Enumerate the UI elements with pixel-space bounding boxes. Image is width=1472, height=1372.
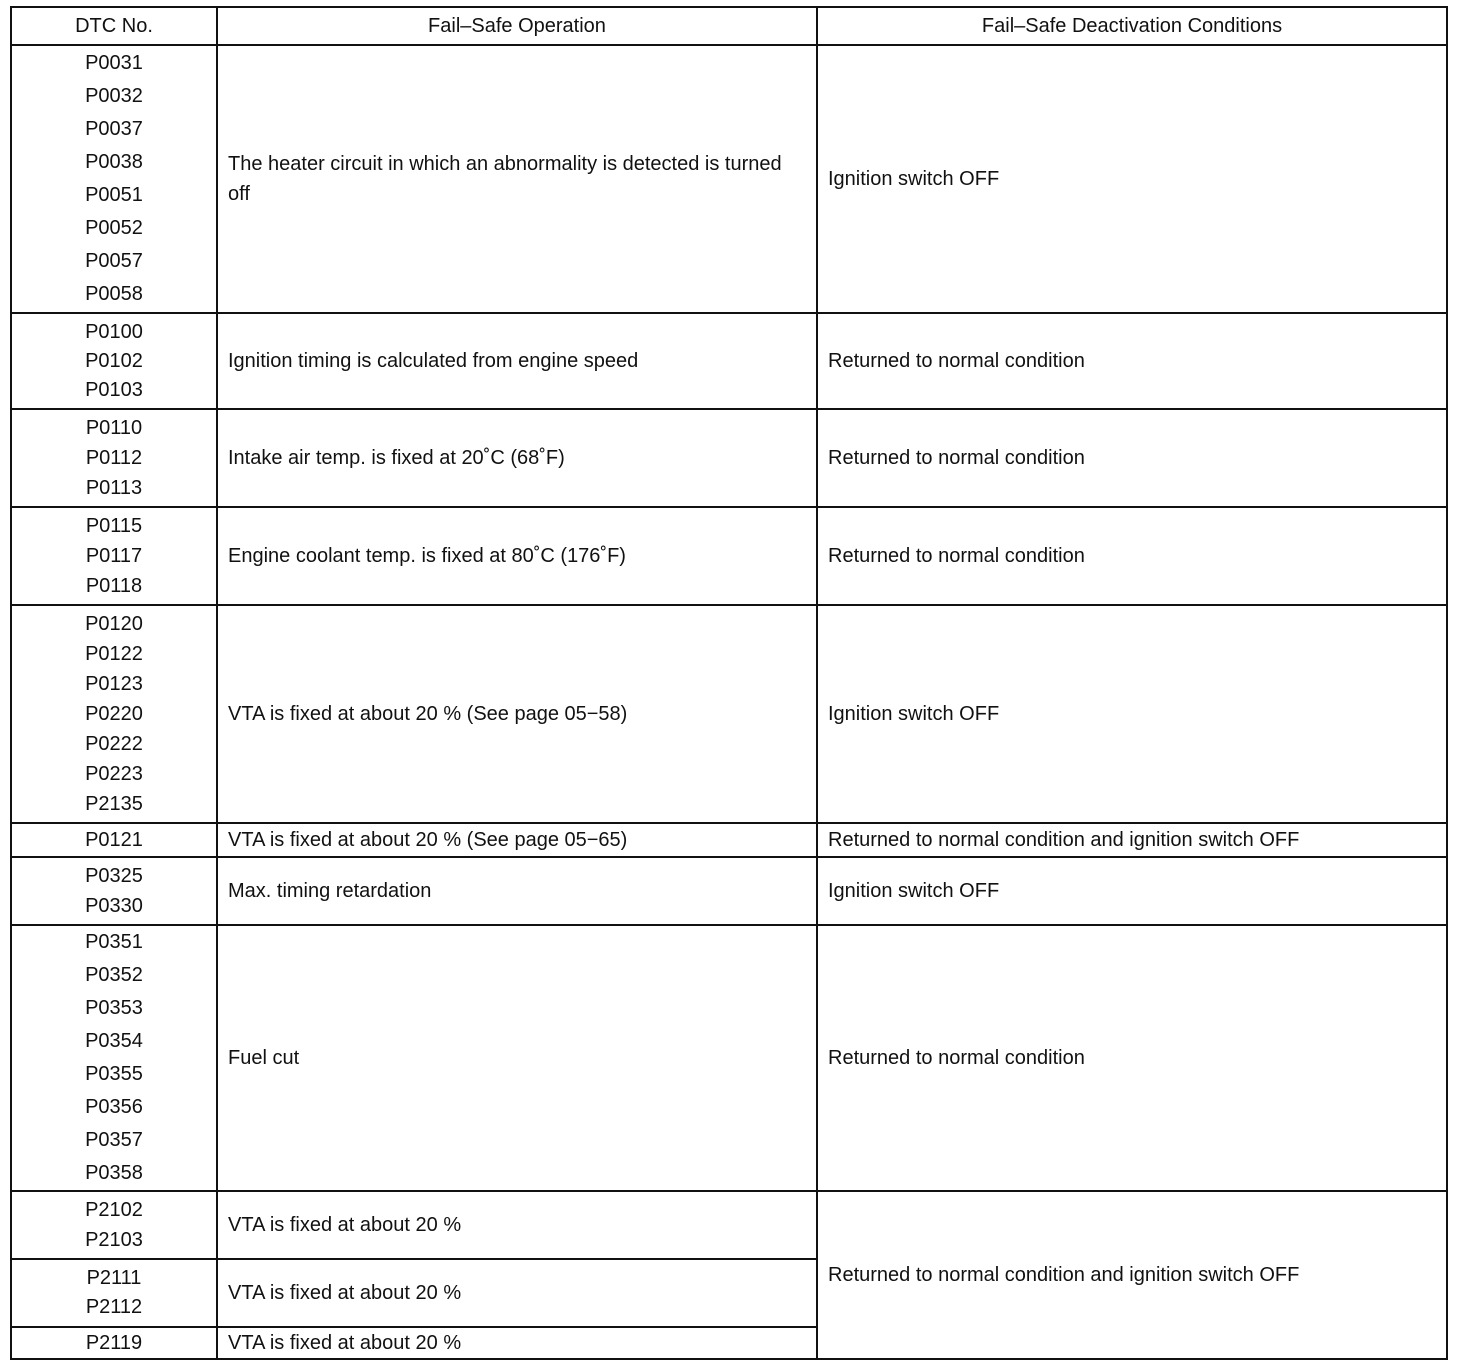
dtc-cell [11,823,217,857]
dtc-code: P0122 [85,643,143,665]
dtc-code: P0052 [85,217,143,239]
operation-cell: Intake air temp. is fixed at 20˚C (68˚F) [217,409,817,507]
failsafe-table [10,6,1448,1360]
dtc-code: P0037 [85,118,143,140]
dtc-code: P0357 [85,1129,143,1151]
table-row [11,313,1447,409]
header-dtc-no: DTC No. [11,7,217,45]
header-row [11,7,1447,45]
operation-cell: VTA is fixed at about 20 % (See page 05−65) [217,823,817,857]
operation-cell: VTA is fixed at about 20 % [217,1327,817,1359]
condition-cell: Returned to normal condition and ignition switch OFF [817,1191,1447,1359]
dtc-code: P0118 [85,575,143,597]
dtc-code: P0102 [85,349,143,372]
dtc-code: P0220 [85,703,143,725]
condition-cell: Returned to normal condition [817,409,1447,507]
dtc-cell [11,313,217,409]
operation-cell: The heater circuit in which an abnormality is detected is turned off [217,45,817,313]
dtc-code: P0355 [85,1063,143,1085]
dtc-code: P0110 [85,417,143,439]
dtc-code: P0120 [85,613,143,635]
table-row [11,925,1447,1191]
table-row [11,45,1447,313]
dtc-code: P0354 [85,1030,143,1052]
dtc-cell [11,409,217,507]
dtc-code: P0330 [85,895,143,917]
operation-cell: VTA is fixed at about 20 % [217,1259,817,1327]
condition-cell: Ignition switch OFF [817,857,1447,925]
dtc-code: P0031 [85,52,143,74]
dtc-cell [11,857,217,925]
table-row [11,507,1447,605]
operation-cell: Max. timing retardation [217,857,817,925]
dtc-cell [11,605,217,823]
dtc-cell [11,1191,217,1259]
dtc-code: P2135 [85,793,143,815]
dtc-code: P2102 [85,1199,143,1221]
dtc-cell [11,925,217,1191]
operation-cell: VTA is fixed at about 20 % (See page 05−58) [217,605,817,823]
dtc-code: P0032 [85,85,143,107]
condition-cell: Returned to normal condition and ignition switch OFF [817,823,1447,857]
operation-cell: Engine coolant temp. is fixed at 80˚C (176˚F) [217,507,817,605]
dtc-code: P0356 [85,1096,143,1118]
dtc-code: P0352 [85,964,143,986]
dtc-code: P0113 [85,477,143,499]
dtc-code: P0353 [85,997,143,1019]
dtc-code: P0058 [85,283,143,305]
dtc-cell [11,1327,217,1359]
dtc-code: P0351 [85,931,143,953]
header-deactivation-conditions: Fail–Safe Deactivation Conditions [817,7,1447,45]
dtc-code: P0222 [85,733,143,755]
operation-cell: Fuel cut [217,925,817,1191]
table-row [11,605,1447,823]
dtc-code: P0100 [85,320,143,343]
dtc-code: P2112 [85,1296,143,1318]
dtc-code: P0121 [85,829,143,851]
condition-cell: Returned to normal condition [817,507,1447,605]
condition-cell: Ignition switch OFF [817,605,1447,823]
dtc-code: P0117 [85,545,143,567]
dtc-code: P0325 [85,865,143,887]
condition-cell: Returned to normal condition [817,313,1447,409]
dtc-code: P0057 [85,250,143,272]
dtc-code: P2111 [86,1267,142,1289]
header-fail-safe-operation: Fail–Safe Operation [217,7,817,45]
operation-cell: Ignition timing is calculated from engine speed [217,313,817,409]
table-row [11,857,1447,925]
table-row [11,1191,1447,1259]
dtc-code: P0123 [85,673,143,695]
operation-cell: VTA is fixed at about 20 % [217,1191,817,1259]
dtc-code: P0051 [85,184,143,206]
dtc-code: P0358 [85,1162,143,1184]
dtc-code: P0115 [85,515,143,537]
condition-cell: Returned to normal condition [817,925,1447,1191]
table-row [11,409,1447,507]
dtc-cell [11,1259,217,1327]
dtc-code: P2119 [85,1332,143,1354]
dtc-cell [11,45,217,313]
dtc-cell [11,507,217,605]
dtc-code: P0038 [85,151,143,173]
condition-cell: Ignition switch OFF [817,45,1447,313]
dtc-code: P0112 [85,447,143,469]
table-row [11,823,1447,857]
dtc-code: P0223 [85,763,143,785]
dtc-code: P2103 [85,1229,143,1251]
dtc-code: P0103 [85,378,143,401]
